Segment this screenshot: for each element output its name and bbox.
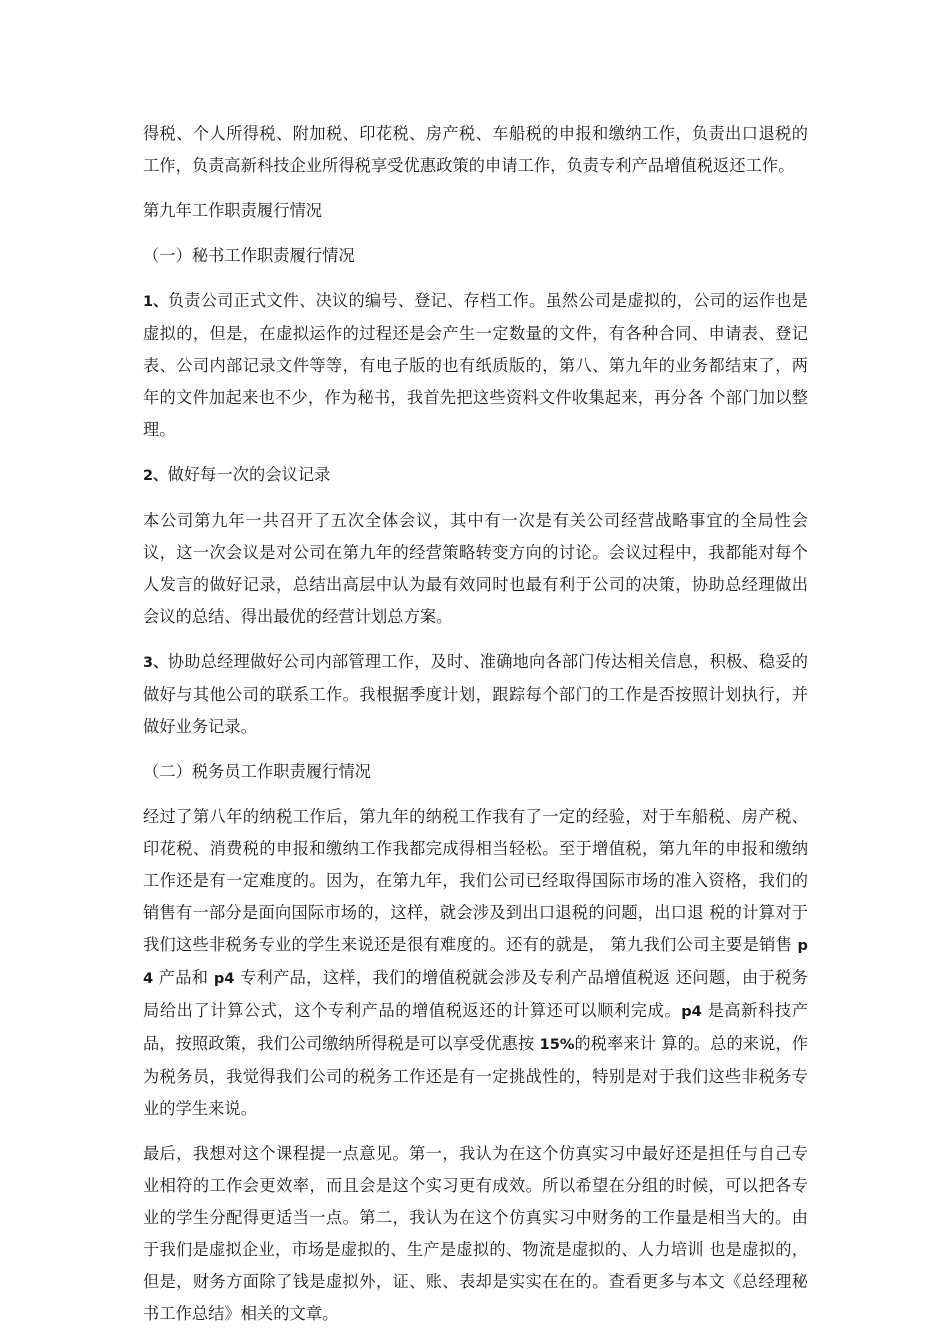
tax-rate-value: 15% xyxy=(539,1036,575,1053)
list-number-3: 3、 xyxy=(143,655,168,671)
tax-text-part-d: 是高新科技产品，按照政策，我们公司缴纳所得税是可以享受优惠按 xyxy=(143,1001,808,1053)
paragraph-duty-item-1-text: 负责公司正式文件、决议的编号、登记、存档工作。虽然公司是虚拟的，公司的运作也是虚拟的，但是，在虚拟运作的过程还是会产生一定数量的文件，有各种合同、申请表、登记表、公司内部记录文件等等，有电子版的也有纸质版的，第八、第九年的业务都结束了，两年的文件加起来也不少，作为秘书，我首先把这些资料文件收集起来，再分各 个部门加以整理。 xyxy=(143,291,808,439)
paragraph-tax-duties xyxy=(143,801,808,1125)
list-number-2: 2、 xyxy=(143,468,168,484)
paragraph-duty-item-2 xyxy=(143,459,808,492)
paragraph-duty-item-1 xyxy=(143,285,808,446)
paragraph-meeting-records: 本公司第九年一共召开了五次全体会议，其中有一次是有关公司经营战略事宜的全局性会议，这一次会议是对公司在第九年的经营策略转变方向的讨论。会议过程中，我都能对每个人发言的做好记录，总结出高层中认为最有效同时也最有利于公司的决策，协助总经理做出会议的总结、得出最优的经营计划总方案。 xyxy=(143,511,808,626)
paragraph-intro-tail: 得税、个人所得税、附加税、印花税、房产税、车船税的申报和缴纳工作，负责出口退税的工作，负责高新科技企业所得税享受优惠政策的申请工作，负责专利产品增值税返还工作。 xyxy=(143,124,808,175)
product-code-p4-third: p4 xyxy=(681,1003,702,1020)
product-code-p4-second: p4 xyxy=(213,970,235,987)
tax-text-part-c: 专利产品，这样，我们的增值税就会涉及专利产品增值税返 还问题，由于税务局给出了计算公式，这个专利产品的增值税返还的计算还可以顺利完成。 xyxy=(143,968,808,1020)
tax-text-part-b: 产品和 xyxy=(153,968,214,987)
document-body xyxy=(143,118,808,1330)
tax-text-part-e: 的税率来计 算的。总的来说，作为税务员，我觉得我们公司的税务工作还是有一定挑战性的，特别是对于我们这些非税务专业的学生来说。 xyxy=(143,1034,808,1118)
heading-section-one: （一）秘书工作职责履行情况 xyxy=(143,246,355,265)
heading-section-two: （二）税务员工作职责履行情况 xyxy=(143,762,372,781)
paragraph-duty-item-3-text: 协助总经理做好公司内部管理工作，及时、准确地向各部门传达相关信息，积极、稳妥的做好与其他公司的联系工作。我根据季度计划，跟踪每个部门的工作是否按照计划执行，并做好业务记录。 xyxy=(143,652,808,736)
paragraph-final-remarks: 最后，我想对这个课程提一点意见。第一，我认为在这个仿真实习中最好还是担任与自己专业相符的工作会更效率，而且会是这个实习更有成效。所以希望在分组的时候，可以把各专业的学生分配得更适当一点。第二，我认为在这个仿真实习中财务的工作量是相当大的。由于我们是虚拟企业，市场是虚拟的、生产是虚拟的、物流是虚拟的、人力培训 也是虚拟的，但是，财务方面除了钱是虚拟外，证、账、表却是实实在在的。查看更多与本文《总经理秘书工作总结》相关的文章。 xyxy=(143,1144,808,1323)
product-code-p4-first: p4 xyxy=(143,937,808,987)
tax-text-part-a: 经过了第八年的纳税工作后，第九年的纳税工作我有了一定的经验，对于车船税、房产税、印花税、消费税的申报和缴纳工作我都完成得相当轻松。至于增值税，第九年的申报和缴纳工作还是有一定难度的。因为，在第九年，我们公司已经取得国际市场的准入资格，我们的销售有一部分是面向国际市场的，这样，就会涉及到出口退税的问题，出口退 税的计算对于我们这些非税务专业的学生来说还是很有难度的。还有的就是， 第九我们公司主要是销售 xyxy=(143,807,808,954)
paragraph-duty-item-2-text: 做好每一次的会议记录 xyxy=(167,465,331,484)
list-number-1: 1、 xyxy=(143,294,168,310)
paragraph-duty-item-3 xyxy=(143,646,808,743)
heading-year-nine: 第九年工作职责履行情况 xyxy=(143,201,323,220)
